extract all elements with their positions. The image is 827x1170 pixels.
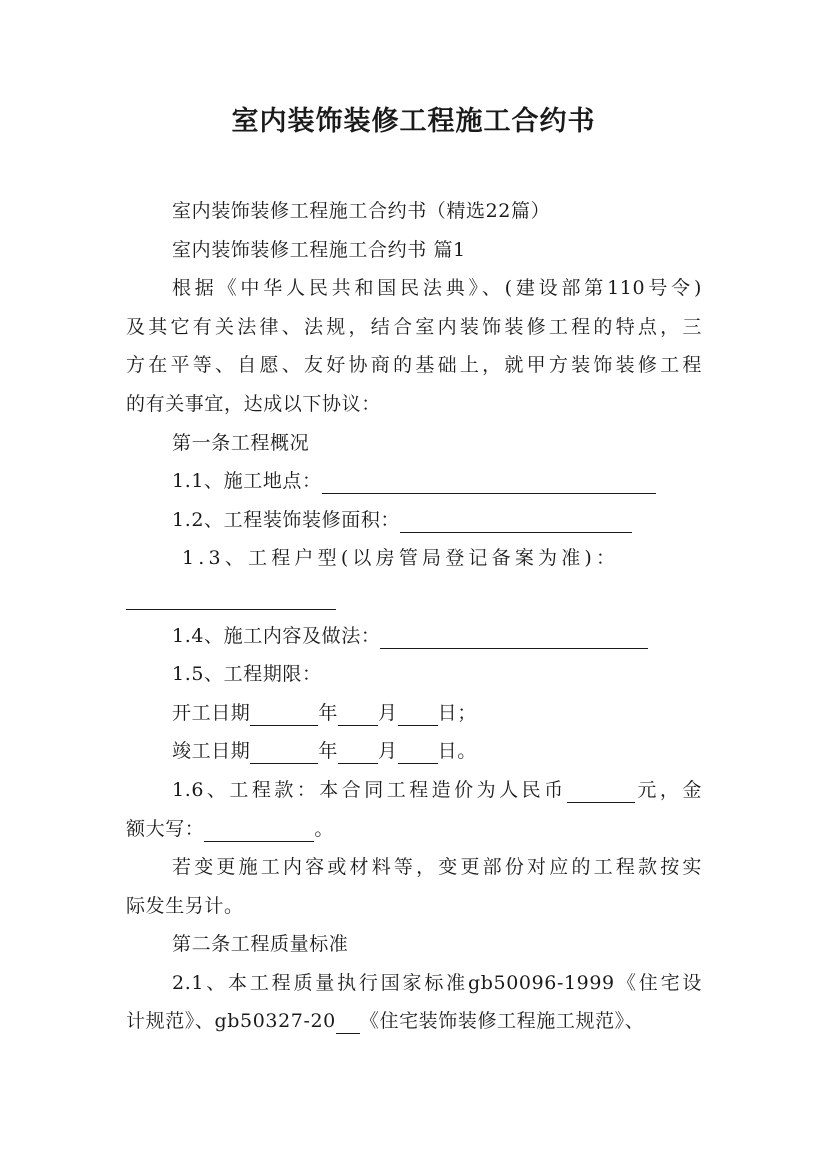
item-1-1-label: 1.1、施工地点： [172,470,322,493]
item-1-4-label: 1.4、施工内容及做法： [172,624,381,647]
preamble-line: 根据《中华人民共和国民法典》、(建设部第110号令) [172,277,702,300]
standard-code: 计规范》、gb50327-20 [126,1010,336,1033]
amount-in-words-label: 额大写： [126,817,205,840]
start-day-blank [398,701,438,726]
preamble-line: 方在平等、自愿、友好协商的基础上，就甲方装饰装修工程 [126,354,702,377]
house-type-blank [126,585,336,610]
amount-in-words-blank [204,817,314,842]
section-heading: 室内装饰装修工程施工合约书 篇1 [172,238,466,261]
article-1-heading: 第一条工程概况 [172,431,310,454]
year-label: 年 [318,740,339,763]
item-2-1-line [126,1002,702,1041]
item-1-5: 1.5、工程期限： [172,663,322,686]
finish-date-line [126,732,702,771]
standard-year-blank [336,1009,360,1034]
area-blank [400,508,632,533]
document-body [126,192,702,1041]
item-2-1-line: 2.1、本工程质量执行国家标准gb50096-1999《住宅设 [172,971,702,994]
start-month-blank [338,701,378,726]
finish-year-blank [250,739,318,764]
standard-name: 《住宅装饰装修工程施工规范》、 [359,1010,645,1033]
finish-day-blank [398,739,438,764]
construction-content-blank [380,624,648,649]
item-1-4 [126,617,702,656]
finish-date-label: 竣工日期 [172,740,251,763]
item-1-6-unit: 元，金 [634,778,702,801]
item-1-3: 1.3、工程户型(以房管局登记备案为准)： [182,547,620,570]
amount-end: 。 [314,817,335,840]
contract-price-blank [567,778,635,803]
item-1-6-label: 1.6、工程款：本合同工程造价为人民币 [172,778,567,801]
day-label: 日； [437,701,477,724]
amount-in-words-line [126,810,702,849]
construction-site-blank [322,469,656,494]
start-date-line [126,694,702,733]
month-label: 月 [378,701,398,724]
item-1-6 [126,771,702,810]
year-label: 年 [318,701,339,724]
start-year-blank [250,701,318,726]
change-clause-line: 际发生另计。 [126,894,244,917]
document-title: 室内装饰装修工程施工合约书 [231,106,596,137]
start-date-label: 开工日期 [172,701,251,724]
finish-month-blank [338,739,378,764]
item-1-3-continuation [126,578,702,617]
item-1-2-label: 1.2、工程装饰装修面积： [172,508,401,531]
change-clause-line: 若变更施工内容或材料等，变更部份对应的工程款按实 [172,856,702,879]
day-label: 日。 [437,740,477,763]
preamble-line: 及其它有关法律、法规，结合室内装饰装修工程的特点，三 [126,315,702,338]
item-1-1 [126,462,702,501]
month-label: 月 [378,740,398,763]
preamble-line: 的有关事宜，达成以下协议： [126,392,381,415]
article-2-heading: 第二条工程质量标准 [172,933,349,956]
item-1-2 [126,501,702,540]
subtitle: 室内装饰装修工程施工合约书（精选22篇） [172,200,551,222]
